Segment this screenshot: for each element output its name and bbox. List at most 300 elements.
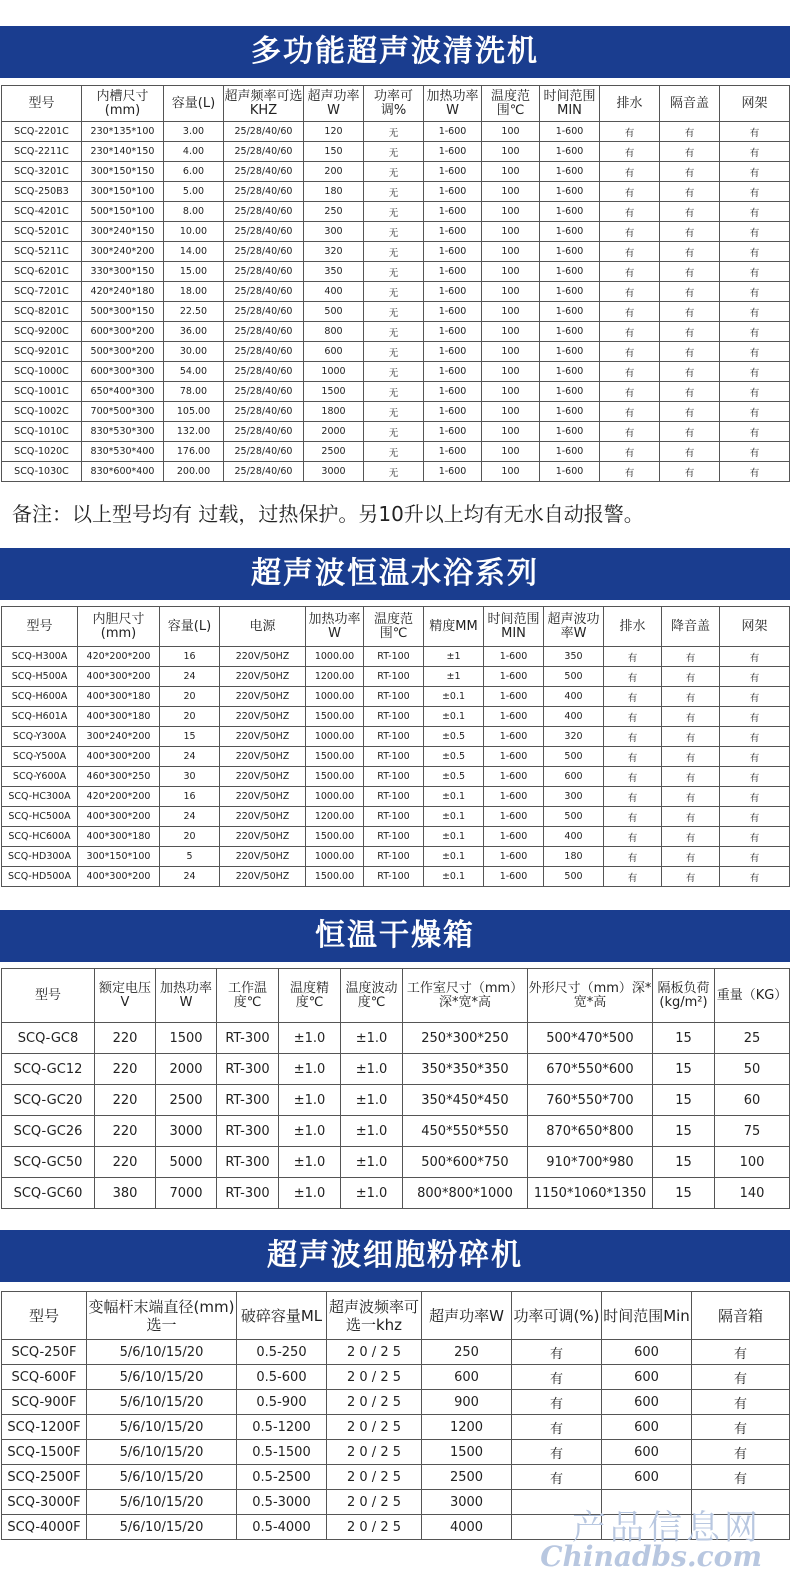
- section2-table-cell: 220V/50HZ: [220, 807, 306, 827]
- section2-table-cell: 400*300*180: [78, 827, 160, 847]
- section1-table-cell: 100: [482, 142, 540, 162]
- section4-header-cell: 功率可调(%): [512, 1292, 602, 1340]
- section1-table-row: [2, 122, 790, 142]
- section4-header-row: [2, 1292, 790, 1340]
- section1-table-cell: 830*530*300: [82, 422, 164, 442]
- section1-note: 备注：以上型号均有 过载，过热保护。另10升以上均有无水自动报警。: [12, 502, 644, 526]
- section1-table-cell: 14.00: [164, 242, 224, 262]
- section3-table-cell: 15: [653, 1023, 715, 1054]
- section2-table-cell: 有: [662, 647, 720, 667]
- section3-table-cell: 25: [715, 1023, 790, 1054]
- section1-table-cell: 180: [304, 182, 364, 202]
- section1-table-cell: 25/28/40/60: [224, 402, 304, 422]
- section1-table-cell: 230*140*150: [82, 142, 164, 162]
- section1-table-row: [2, 202, 790, 222]
- section1-table-cell: 有: [660, 222, 720, 242]
- section1-table-cell: 无: [364, 422, 424, 442]
- section3-table-cell: ±1.0: [341, 1178, 403, 1209]
- section1-table-cell: 有: [660, 262, 720, 282]
- section3-table-cell: RT-300: [217, 1147, 279, 1178]
- section2-header-row: [2, 607, 790, 647]
- section1-table-cell: 700*500*300: [82, 402, 164, 422]
- section1-header-cell: 隔音盖: [660, 86, 720, 122]
- section1-table-cell: 78.00: [164, 382, 224, 402]
- section3-table-cell: 250*300*250: [403, 1023, 528, 1054]
- section2-table-row: [2, 827, 790, 847]
- section4-table-cell: 600: [602, 1415, 692, 1440]
- section4-table-cell: SCQ-4000F: [2, 1515, 87, 1540]
- section3-table-cell: 15: [653, 1178, 715, 1209]
- section4-table-cell: 2 0 / 2 5: [327, 1490, 422, 1515]
- section1-table-cell: 有: [600, 322, 660, 342]
- section1-table-cell: 25/28/40/60: [224, 162, 304, 182]
- section1-table-cell: SCQ-2211C: [2, 142, 82, 162]
- section1-table-row: [2, 342, 790, 362]
- section2-table-cell: 1-600: [484, 767, 544, 787]
- section1-table-cell: 4.00: [164, 142, 224, 162]
- section3-table-cell: SCQ-GC26: [2, 1116, 95, 1147]
- section3-header-cell: 工作温度℃: [217, 969, 279, 1023]
- section1-header-cell: 时间范围MIN: [540, 86, 600, 122]
- section3-table-cell: ±1.0: [279, 1178, 341, 1209]
- section1-table-cell: 1-600: [540, 402, 600, 422]
- section2-header-cell: 超声波功率W: [544, 607, 604, 647]
- section2-table-cell: 有: [720, 707, 790, 727]
- section1-table-cell: 100: [482, 442, 540, 462]
- section1-table-cell: 无: [364, 142, 424, 162]
- section2-table-cell: RT-100: [364, 827, 424, 847]
- section1-table-cell: SCQ-5211C: [2, 242, 82, 262]
- section2-table-cell: 420*200*200: [78, 787, 160, 807]
- section1-table-cell: 100: [482, 202, 540, 222]
- section1-table-cell: 5.00: [164, 182, 224, 202]
- section1-table-row: [2, 402, 790, 422]
- section1-table-cell: 有: [720, 362, 790, 382]
- section1-table-cell: 无: [364, 222, 424, 242]
- section2-table-cell: 30: [160, 767, 220, 787]
- section2-table-cell: 220V/50HZ: [220, 667, 306, 687]
- section3-header-cell: 温度精度℃: [279, 969, 341, 1023]
- section1-table-cell: 1-600: [424, 182, 482, 202]
- section1-table-cell: 有: [660, 282, 720, 302]
- section1-table-cell: 22.50: [164, 302, 224, 322]
- section1-table-cell: 无: [364, 202, 424, 222]
- section1-table-cell: 有: [720, 162, 790, 182]
- section1-header-cell: 排水: [600, 86, 660, 122]
- section1-table-cell: 1-600: [424, 202, 482, 222]
- section1-table-cell: 830*530*400: [82, 442, 164, 462]
- section4-table-cell: 有: [512, 1365, 602, 1390]
- section2-table-cell: 有: [662, 787, 720, 807]
- section1-table-cell: 无: [364, 302, 424, 322]
- section3-header-row: [2, 969, 790, 1023]
- section1-table-cell: 100: [482, 222, 540, 242]
- section4-header-cell: 变幅杆末端直径(mm)选一: [87, 1292, 237, 1340]
- section1-table-cell: 100: [482, 262, 540, 282]
- section1-table-cell: 25/28/40/60: [224, 442, 304, 462]
- section2-table-cell: 有: [662, 827, 720, 847]
- section2-table-cell: 有: [662, 727, 720, 747]
- section4-table-row: [2, 1340, 790, 1365]
- section2-table-cell: 220V/50HZ: [220, 827, 306, 847]
- section1-table-cell: 25/28/40/60: [224, 382, 304, 402]
- section3-table-cell: 350*350*350: [403, 1054, 528, 1085]
- section1-table-cell: 有: [660, 122, 720, 142]
- section1-table-cell: 1-600: [424, 302, 482, 322]
- section1-table-cell: 800: [304, 322, 364, 342]
- section1-table-cell: SCQ-1030C: [2, 462, 82, 482]
- section2-table-cell: RT-100: [364, 787, 424, 807]
- section1-table-cell: 有: [600, 162, 660, 182]
- section1-table-cell: 150: [304, 142, 364, 162]
- section2-table-cell: 有: [604, 647, 662, 667]
- section1-table-cell: 有: [660, 342, 720, 362]
- section2-table-cell: 24: [160, 667, 220, 687]
- section1-table-cell: 600*300*200: [82, 322, 164, 342]
- section2-header-cell: 容量(L): [160, 607, 220, 647]
- section2-table-cell: ±0.1: [424, 707, 484, 727]
- section1-table-cell: 100: [482, 302, 540, 322]
- section3-table-cell: SCQ-GC8: [2, 1023, 95, 1054]
- section1-table-cell: 650*400*300: [82, 382, 164, 402]
- section1-table-cell: 有: [600, 262, 660, 282]
- section3-table-cell: SCQ-GC12: [2, 1054, 95, 1085]
- section1-table-cell: 200.00: [164, 462, 224, 482]
- section1-table-cell: 25/28/40/60: [224, 262, 304, 282]
- section1-table-cell: 1-600: [540, 322, 600, 342]
- section4-table-cell: 有: [692, 1440, 790, 1465]
- section1-table-cell: 有: [720, 242, 790, 262]
- section2-table-cell: 1-600: [484, 827, 544, 847]
- section2-table-cell: 400*300*200: [78, 747, 160, 767]
- section4-table-cell: 0.5-3000: [237, 1490, 327, 1515]
- section2-table-cell: 220V/50HZ: [220, 867, 306, 887]
- section2-table-cell: 有: [662, 687, 720, 707]
- section2-table-cell: 有: [604, 667, 662, 687]
- section1-table-row: [2, 262, 790, 282]
- section2-table: [1, 606, 790, 887]
- section1-table-cell: 有: [600, 382, 660, 402]
- section3-table-cell: ±1.0: [279, 1054, 341, 1085]
- section2-table-cell: 1000.00: [306, 687, 364, 707]
- section1-table-cell: 25/28/40/60: [224, 282, 304, 302]
- section1-table-cell: 1-600: [540, 302, 600, 322]
- section2-table-cell: SCQ-HD500A: [2, 867, 78, 887]
- section4-table-row: [2, 1390, 790, 1415]
- section2-table-cell: SCQ-Y500A: [2, 747, 78, 767]
- section4-table-cell: 有: [692, 1365, 790, 1390]
- section2-table-cell: 20: [160, 827, 220, 847]
- section2-table-cell: 300: [544, 787, 604, 807]
- section1-body: [2, 122, 790, 482]
- section1-table-row: [2, 302, 790, 322]
- section1-table-cell: SCQ-6201C: [2, 262, 82, 282]
- section3-table-cell: ±1.0: [279, 1023, 341, 1054]
- section1-table-row: [2, 442, 790, 462]
- section1-title-banner: [0, 26, 790, 78]
- section2-table-cell: 有: [720, 847, 790, 867]
- section1-table-cell: 有: [720, 462, 790, 482]
- section1-table-cell: 100: [482, 422, 540, 442]
- section2-table-cell: RT-100: [364, 667, 424, 687]
- section3-table-cell: 2500: [156, 1085, 217, 1116]
- section1-table-cell: 25/28/40/60: [224, 122, 304, 142]
- section2-table-cell: 1500.00: [306, 707, 364, 727]
- section1-table-cell: 1-600: [540, 162, 600, 182]
- section1-table-cell: 100: [482, 402, 540, 422]
- section1-table-cell: 1800: [304, 402, 364, 422]
- section4-table-cell: 600: [602, 1465, 692, 1490]
- section1-table-cell: 1-600: [424, 402, 482, 422]
- section3-table-cell: 75: [715, 1116, 790, 1147]
- section4-table-cell: 0.5-250: [237, 1340, 327, 1365]
- section3-table-cell: RT-300: [217, 1054, 279, 1085]
- section2-table-cell: 1-600: [484, 727, 544, 747]
- section3-header-cell: 隔板负荷(kg/m²): [653, 969, 715, 1023]
- section2-table-cell: 1500.00: [306, 827, 364, 847]
- section1-table-cell: 350: [304, 262, 364, 282]
- section3-table-cell: 3000: [156, 1116, 217, 1147]
- section4-table-cell: 5/6/10/15/20: [87, 1415, 237, 1440]
- section4-table-row: [2, 1365, 790, 1390]
- section1-table-cell: 有: [600, 182, 660, 202]
- section4-table-cell: 有: [512, 1390, 602, 1415]
- section1-table-cell: 有: [720, 422, 790, 442]
- section2-table-cell: RT-100: [364, 767, 424, 787]
- section1-table-cell: 1-600: [540, 462, 600, 482]
- section2-table-cell: 500: [544, 867, 604, 887]
- section1-table-cell: 500: [304, 302, 364, 322]
- section1-table-cell: 3000: [304, 462, 364, 482]
- section2-table-cell: SCQ-HC600A: [2, 827, 78, 847]
- section1-table-cell: 176.00: [164, 442, 224, 462]
- section1-table-cell: 有: [720, 222, 790, 242]
- section1-table-cell: 100: [482, 362, 540, 382]
- section2-table-cell: 350: [544, 647, 604, 667]
- section1-table-cell: 1000: [304, 362, 364, 382]
- section3-table-cell: 60: [715, 1085, 790, 1116]
- section1-table-cell: 有: [600, 442, 660, 462]
- section1-table-cell: 无: [364, 162, 424, 182]
- section2-table-cell: 220V/50HZ: [220, 767, 306, 787]
- section3-table-cell: 450*550*550: [403, 1116, 528, 1147]
- section1-table-row: [2, 462, 790, 482]
- section2-table-cell: 400*300*200: [78, 867, 160, 887]
- section2-table-cell: 有: [720, 687, 790, 707]
- section1-table-cell: 200: [304, 162, 364, 182]
- section4-table-cell: SCQ-600F: [2, 1365, 87, 1390]
- section3-table-cell: RT-300: [217, 1116, 279, 1147]
- section1-table-cell: 无: [364, 442, 424, 462]
- section2-table-cell: 1-600: [484, 747, 544, 767]
- section2-table-cell: 20: [160, 707, 220, 727]
- section1-table-cell: 100: [482, 322, 540, 342]
- section2-table-cell: 1-600: [484, 707, 544, 727]
- section2-table-cell: 有: [662, 707, 720, 727]
- section3-table-cell: SCQ-GC60: [2, 1178, 95, 1209]
- section4-table-cell: 2 0 / 2 5: [327, 1465, 422, 1490]
- section2-table-cell: 有: [720, 647, 790, 667]
- section2-table-row: [2, 787, 790, 807]
- section4-table-cell: 2 0 / 2 5: [327, 1415, 422, 1440]
- section1-table-cell: 无: [364, 402, 424, 422]
- section1-table-cell: 有: [720, 382, 790, 402]
- section1-table-cell: 无: [364, 382, 424, 402]
- section1-table-cell: 330*300*150: [82, 262, 164, 282]
- section2-table-cell: RT-100: [364, 687, 424, 707]
- section1-table-cell: 1-600: [540, 342, 600, 362]
- section1-table-cell: SCQ-5201C: [2, 222, 82, 242]
- section1-table-cell: 100: [482, 122, 540, 142]
- section2-table-cell: RT-100: [364, 707, 424, 727]
- section1-table-cell: 100: [482, 182, 540, 202]
- section2-table-cell: 220V/50HZ: [220, 647, 306, 667]
- section2-table-cell: 1-600: [484, 647, 544, 667]
- section3-table-cell: 800*800*1000: [403, 1178, 528, 1209]
- section1-table-cell: 1-600: [424, 282, 482, 302]
- section1-table-cell: 有: [720, 442, 790, 462]
- section1-table-cell: 无: [364, 342, 424, 362]
- section3-table-cell: 220: [95, 1023, 156, 1054]
- section2-table-cell: 400*300*200: [78, 807, 160, 827]
- section4-table-cell: 有: [692, 1390, 790, 1415]
- section1-table-cell: 有: [660, 302, 720, 322]
- section1-table-cell: SCQ-1001C: [2, 382, 82, 402]
- section1-table-cell: 有: [720, 342, 790, 362]
- section2-table-row: [2, 807, 790, 827]
- section1-table-cell: 1-600: [540, 222, 600, 242]
- section2-header-cell: 电源: [220, 607, 306, 647]
- section3-table-cell: 220: [95, 1116, 156, 1147]
- section1-table-cell: 25/28/40/60: [224, 202, 304, 222]
- section4-table-cell: 有: [512, 1340, 602, 1365]
- section1-table-cell: 有: [600, 242, 660, 262]
- section2-table-cell: 1500.00: [306, 867, 364, 887]
- section2-table-cell: 220V/50HZ: [220, 787, 306, 807]
- section1-table-cell: 有: [720, 302, 790, 322]
- section2-table-cell: ±0.1: [424, 687, 484, 707]
- section3-table-cell: 870*650*800: [528, 1116, 653, 1147]
- section1-table-cell: 有: [660, 242, 720, 262]
- section3-table-cell: ±1.0: [341, 1085, 403, 1116]
- section1-header-cell: 内槽尺寸(mm): [82, 86, 164, 122]
- section3-table-cell: 140: [715, 1178, 790, 1209]
- section2-table-cell: RT-100: [364, 807, 424, 827]
- section3-table-cell: SCQ-GC20: [2, 1085, 95, 1116]
- section1-table-cell: SCQ-9201C: [2, 342, 82, 362]
- section2-table-cell: 400*300*180: [78, 687, 160, 707]
- section2-table-cell: 有: [604, 847, 662, 867]
- section2-header-cell: 精度MM: [424, 607, 484, 647]
- section2-title: 超声波恒温水浴系列: [251, 556, 539, 591]
- section1-table-cell: 有: [720, 262, 790, 282]
- section2-table-cell: SCQ-Y600A: [2, 767, 78, 787]
- section1-table-cell: 无: [364, 362, 424, 382]
- section2-header-cell: 型号: [2, 607, 78, 647]
- section2-table-cell: ±1: [424, 667, 484, 687]
- section2-table-cell: RT-100: [364, 647, 424, 667]
- section1-table-cell: 8.00: [164, 202, 224, 222]
- section1-table-cell: SCQ-1002C: [2, 402, 82, 422]
- section2-table-cell: 有: [604, 767, 662, 787]
- section1-table-cell: 1-600: [540, 202, 600, 222]
- section3-table-cell: 500*600*750: [403, 1147, 528, 1178]
- section2-table-cell: RT-100: [364, 847, 424, 867]
- section2-table-cell: SCQ-HC500A: [2, 807, 78, 827]
- section2-table-cell: 600: [544, 767, 604, 787]
- section2-table-cell: 有: [720, 827, 790, 847]
- section2-table-cell: 24: [160, 867, 220, 887]
- section1-table-cell: 有: [660, 422, 720, 442]
- section4-table-cell: 0.5-2500: [237, 1465, 327, 1490]
- section1-table-cell: SCQ-1000C: [2, 362, 82, 382]
- section1-table-row: [2, 242, 790, 262]
- section3-header-cell: 重量（KG）: [715, 969, 790, 1023]
- section3-table-cell: RT-300: [217, 1178, 279, 1209]
- watermark-line2: Chinadbs.com: [540, 1540, 762, 1573]
- section1-header-cell: 网架: [720, 86, 790, 122]
- section2-table-row: [2, 847, 790, 867]
- section1-table-cell: 有: [660, 182, 720, 202]
- section2-table-cell: 400: [544, 687, 604, 707]
- section3-table-cell: ±1.0: [341, 1147, 403, 1178]
- section3-table-cell: 670*550*600: [528, 1054, 653, 1085]
- section4-header-cell: 时间范围Min: [602, 1292, 692, 1340]
- section1-table-cell: 有: [660, 322, 720, 342]
- section1-table-cell: 420*240*180: [82, 282, 164, 302]
- section1-table-cell: SCQ-3201C: [2, 162, 82, 182]
- section2-table-cell: 有: [604, 787, 662, 807]
- section2-table-cell: RT-100: [364, 747, 424, 767]
- section1-table-cell: 250: [304, 202, 364, 222]
- section4-table-cell: 2 0 / 2 5: [327, 1515, 422, 1540]
- section1-table-cell: 有: [720, 122, 790, 142]
- section1-table-cell: 600: [304, 342, 364, 362]
- section2-table-cell: 300*150*100: [78, 847, 160, 867]
- section1-header-cell: 功率可调%: [364, 86, 424, 122]
- section3-table-cell: 1500: [156, 1023, 217, 1054]
- section2-table-cell: 1-600: [484, 687, 544, 707]
- section1-table-cell: 36.00: [164, 322, 224, 342]
- section4-table-cell: 2 0 / 2 5: [327, 1440, 422, 1465]
- section3-title: 恒温干燥箱: [315, 918, 475, 953]
- section4-table-cell: 0.5-1200: [237, 1415, 327, 1440]
- section4-table-cell: 0.5-600: [237, 1365, 327, 1390]
- section1-table-cell: 无: [364, 182, 424, 202]
- section1-table-cell: 1-600: [424, 222, 482, 242]
- section2-table-cell: ±0.1: [424, 827, 484, 847]
- section2-table-cell: SCQ-H500A: [2, 667, 78, 687]
- section1-table-cell: 10.00: [164, 222, 224, 242]
- section1-table-cell: 1-600: [424, 382, 482, 402]
- section1-table-cell: 有: [600, 342, 660, 362]
- section1-table-cell: SCQ-250B3: [2, 182, 82, 202]
- section4-header-cell: 破碎容量ML: [237, 1292, 327, 1340]
- section4-table-row: [2, 1415, 790, 1440]
- section1-table-cell: 有: [720, 202, 790, 222]
- section1-table-cell: 有: [600, 282, 660, 302]
- section1-table-cell: 300: [304, 222, 364, 242]
- section1-table-cell: 1-600: [424, 122, 482, 142]
- section1-table-cell: 无: [364, 262, 424, 282]
- section2-table-cell: 1500.00: [306, 747, 364, 767]
- section3-header-cell: 工作室尺寸（mm）深*宽*高: [403, 969, 528, 1023]
- section4-table-cell: 有: [512, 1465, 602, 1490]
- section2-table-row: [2, 667, 790, 687]
- section2-title-banner: [0, 548, 790, 600]
- section1-table-cell: 300*150*150: [82, 162, 164, 182]
- section2-table-cell: ±0.5: [424, 767, 484, 787]
